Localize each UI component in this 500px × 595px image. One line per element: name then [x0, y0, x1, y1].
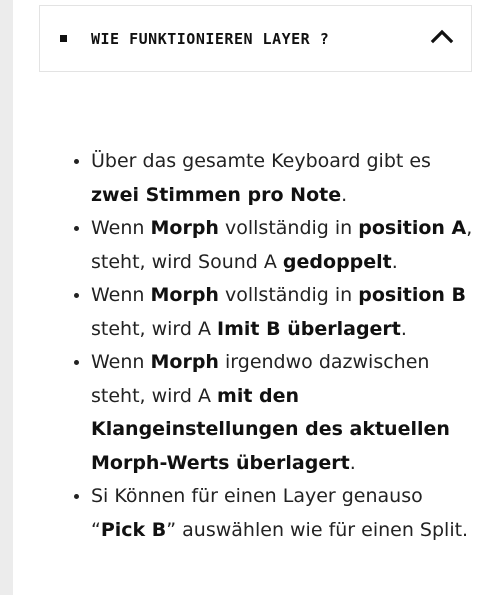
item-text: . — [341, 183, 348, 206]
item-text-bold: mit den Klangeinstellungen des aktuellen Morph-Werts überlagert — [91, 384, 450, 474]
list-item — [91, 279, 480, 346]
item-text: Wenn — [91, 351, 151, 373]
item-text: . — [349, 451, 356, 474]
item-text-bold: zwei Stimmen pro Note — [91, 183, 342, 206]
item-text: Wenn — [91, 217, 151, 239]
item-text: irgendwo dazwischen steht, wird A — [91, 351, 430, 407]
item-text: vollständig in — [218, 284, 359, 306]
item-text: . — [400, 317, 407, 340]
item-text: Über das gesamte Keyboard gibt es — [91, 150, 431, 172]
list-item — [91, 346, 480, 480]
layer-info-list — [50, 145, 480, 547]
item-text: vollständig in — [218, 217, 359, 239]
item-text: . — [391, 250, 398, 273]
accordion-header-layer[interactable] — [39, 5, 472, 72]
square-bullet-icon — [60, 35, 67, 42]
item-text-bold: position A — [358, 217, 467, 239]
item-text: steht, wird A — [91, 317, 218, 340]
item-text-bold: Morph — [150, 284, 219, 306]
item-text: ” auswählen wie für einen Split. — [166, 518, 469, 541]
item-text: Wenn — [91, 284, 151, 306]
left-sidebar-strip — [0, 0, 13, 595]
item-text-bold: position B — [358, 284, 467, 306]
item-text-bold: gedoppelt — [282, 250, 392, 273]
item-text-bold: Morph — [150, 217, 219, 239]
item-text-bold: Morph — [150, 351, 219, 373]
list-item — [91, 480, 480, 547]
accordion-title: WIE FUNKTIONIEREN LAYER ? — [91, 29, 330, 48]
item-text: , steht, wird Sound A — [91, 217, 473, 273]
item-text: Si Können für einen Layer genauso “ — [91, 485, 423, 541]
chevron-up-icon[interactable] — [429, 24, 455, 50]
item-text-bold: Imit B überlagert — [217, 317, 401, 340]
list-item — [91, 145, 480, 212]
item-text-bold: Pick B — [100, 518, 167, 541]
list-item — [91, 212, 480, 279]
